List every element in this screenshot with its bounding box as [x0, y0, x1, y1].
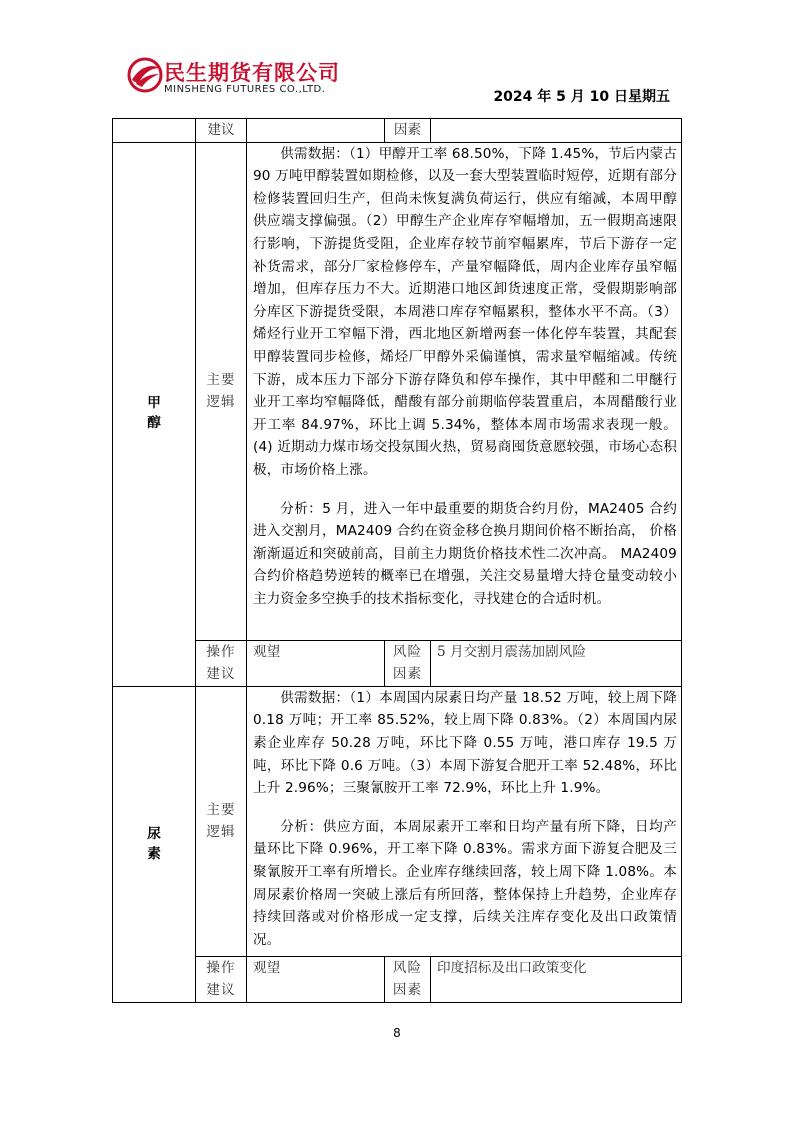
category-methanol: 甲醇 [113, 142, 196, 686]
supply-demand-methanol: 供需数据：（1）甲醇开工率 68.50%，下降 1.45%，节后内蒙古 90 万吨甲醇装置如期检修，以及一套大型装置临时短停，近期有部分检修装置回归生产，但尚未恢复满负荷运行，供应有缩减，本周甲醇供应端支撑偏强。（2）甲醇生产企业库存窄幅增加，五一假期高速限行影响，下游提货受阻，企业库存较节前窄幅累库，节后下游存一定补货需求，部分厂家检修停车，产量窄幅降低，周内企业库存虽窄幅增加，但库存压力不大。近期港口地区卸货速度正常，受假期影响部分库区下游提货受限，本周港口库存窄幅累积，整体水平不高。（3）烯烃行业开工窄幅下滑，西北地区新增两套一体化停车装置，其配套甲醇装置同步检修，烯烃厂甲醇外采偏谨慎，需求量窄幅缩减。传统下游，成本压力下部分下游存降负和停车操作，其中甲醛和二甲醚行业开工率均窄幅降低，醋酸有部分前期临停装置重启，本周醋酸行业开工率 84.97%，环比上调 5.34%，整体本周市场需求表现一般。(4) 近期动力煤市场交投氛围火热，贸易商囤货意愿较强，市场心态积极，市场价格上涨。 [253, 145, 677, 478]
analysis-methanol: 分析：5 月，进入一年中最重要的期货合约月份，MA2405 合约进入交割月，MA2409 合约在资金移仓换月期间价格不断抬高， 价格渐渐逼近和突破前高，目前主力期货价格技术性二次冲高。 MA2409 合约价格趋势逆转的概率已在增强，关注交易量增大持仓量变动较小主力资金多空换手的技术指标变化，寻找建仓的合适时机。 [253, 500, 677, 607]
commodity-table [112, 118, 682, 1003]
company-name-cn: 民生期货有限公司 [164, 61, 340, 85]
page-number: 8 [393, 1026, 401, 1040]
risk-value-methanol: 5 月交割月震荡加剧风险 [431, 640, 682, 686]
risk-label-methanol: 风险因素 [385, 640, 431, 686]
op-value-urea: 观望 [247, 956, 385, 1002]
category-cell-continued [113, 119, 196, 143]
risk-label-continued: 因素 [385, 119, 431, 143]
company-name-en: MINSHENG FUTURES CO.,LTD. [164, 84, 326, 95]
logic-body-urea [247, 686, 682, 956]
op-label-urea: 操作建议 [196, 956, 247, 1002]
logic-label-methanol: 主要逻辑 [196, 142, 247, 640]
risk-label-urea: 风险因素 [385, 956, 431, 1002]
table-row-methanol-op [113, 640, 682, 686]
op-label-continued: 建议 [196, 119, 247, 143]
op-label-methanol: 操作建议 [196, 640, 247, 686]
logic-label-urea: 主要逻辑 [196, 686, 247, 956]
analysis-urea: 分析：供应方面，本周尿素开工率和日均产量有所下降，日均产量环比下降 0.96%，开工率下降 0.83%。需求方面下游复合肥及三聚氰胺开工率有所增长。企业库存继续回落，较上周下降 1.08%。本周尿素价格周一突破上涨后有所回落，整体保持上升趋势，企业库存持续回落或对价格形成一定支撑，后续关注库存变化及出口政策情况。 [253, 818, 677, 948]
table-row-urea-op [113, 956, 682, 1002]
report-date: 2024 年 5 月 10 日星期五 [493, 89, 670, 105]
supply-demand-urea: 供需数据：（1）本周国内尿素日均产量 18.52 万吨，较上周下降 0.18 万吨；开工率 85.52%，较上周下降 0.83%。（2）本周国内尿素企业库存 50.28 万吨，环比下降 0.55 万吨，港口库存 19.5 万吨，环比下降 0.6 万吨。（3）本周下游复合肥开工率 52.48%，环比上升 2.96%；三聚氰胺开工率 72.9%，环比上升 1.9%。 [253, 689, 677, 797]
category-urea: 尿素 [113, 686, 196, 1002]
company-logo [126, 56, 366, 100]
table-row-continued [113, 119, 682, 143]
op-value-continued [247, 119, 385, 143]
risk-value-urea: 印度招标及出口政策变化 [431, 956, 682, 1002]
risk-value-continued [431, 119, 682, 143]
table-row-methanol-logic [113, 142, 682, 640]
minsheng-logo-icon [126, 56, 164, 94]
table-row-urea-logic [113, 686, 682, 956]
op-value-methanol: 观望 [247, 640, 385, 686]
logic-body-methanol [247, 142, 682, 640]
